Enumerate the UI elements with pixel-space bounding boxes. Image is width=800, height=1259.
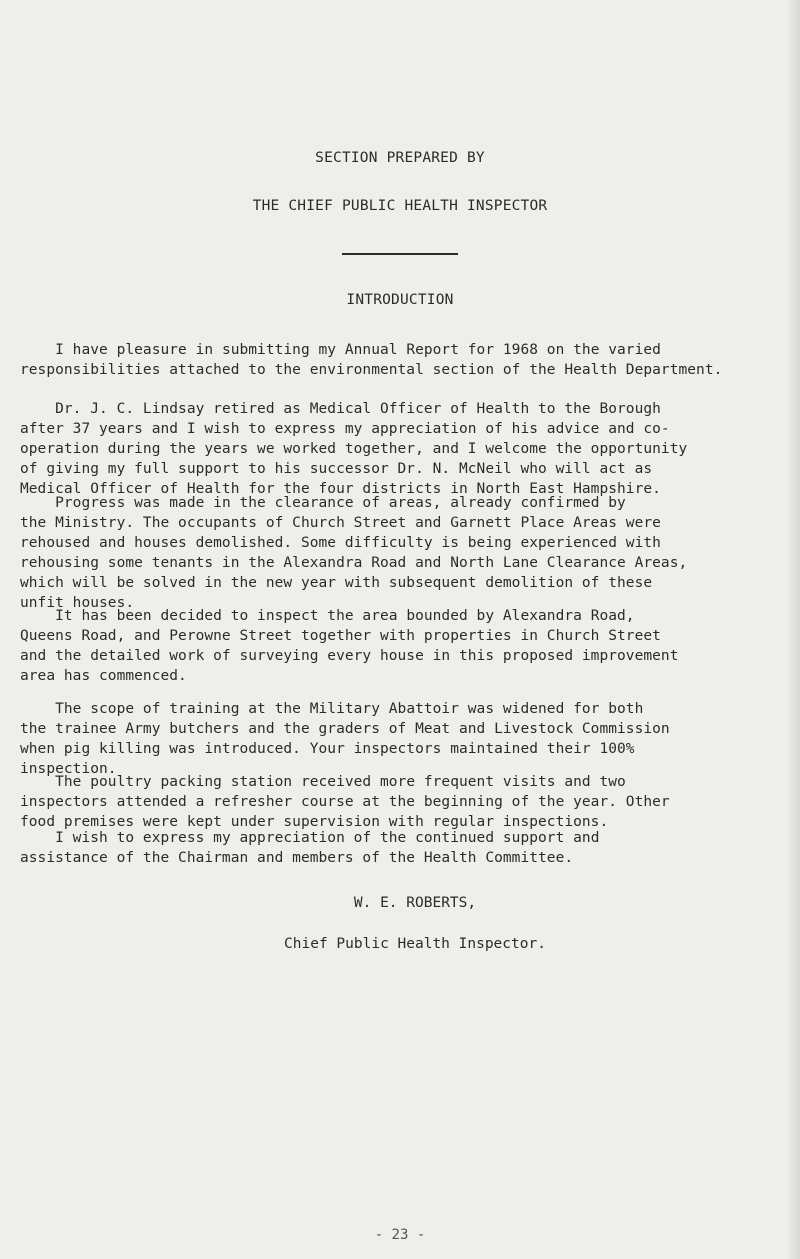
paragraph-3: Progress was made in the clearance of areas, already confirmed by the Ministry. The occupants of Church Street and Garnett Place Areas were rehoused and houses demolished. Some difficulty is being experienced with rehousing some tenants in the Alexandra Road and North Lane Clearance Areas, which will be solved in the new year with subsequent demolition of these unfit houses.: [20, 495, 688, 611]
header-divider: [342, 253, 458, 255]
section-title: INTRODUCTION: [346, 292, 454, 308]
header-line-2: THE CHIEF PUBLIC HEALTH INSPECTOR: [252, 198, 548, 214]
signature-name: W. E. ROBERTS,: [353, 895, 477, 911]
page-number: - 23 -: [374, 1227, 426, 1243]
signature-title: Chief Public Health Inspector.: [284, 936, 546, 952]
paragraph-5: The scope of training at the Military Abattoir was widened for both the trainee Army butchers and the graders of Meat and Livestock Commission when pig killing was introduced. Your inspectors maintained their 100% inspection.: [20, 701, 670, 777]
paragraph-1: I have pleasure in submitting my Annual Report for 1968 on the varied responsibilities attached to the environmental section of the Health Department.: [20, 342, 723, 378]
paragraph-4: It has been decided to inspect the area bounded by Alexandra Road, Queens Road, and Perowne Street together with properties in Church Street and the detailed work of surveying every house in this proposed improvement area has commenced.: [20, 608, 679, 684]
paragraph-6: The poultry packing station received more frequent visits and two inspectors attended a refresher course at the beginning of the year. Other food premises were kept under supervision with regular inspections.: [20, 774, 670, 830]
header-line-1: SECTION PREPARED BY: [315, 150, 485, 166]
paragraph-7: I wish to express my appreciation of the continued support and assistance of the Chairman and members of the Health Committee.: [20, 830, 600, 866]
paragraph-2: Dr. J. C. Lindsay retired as Medical Officer of Health to the Borough after 37 years and I wish to express my appreciation of his advice and co- operation during the years we worked together, and I welcome the opportunity of giving my full support to his successor Dr. N. McNeil who will act as Medical Officer of Health for the four districts in North East Hampshire.: [20, 401, 688, 497]
